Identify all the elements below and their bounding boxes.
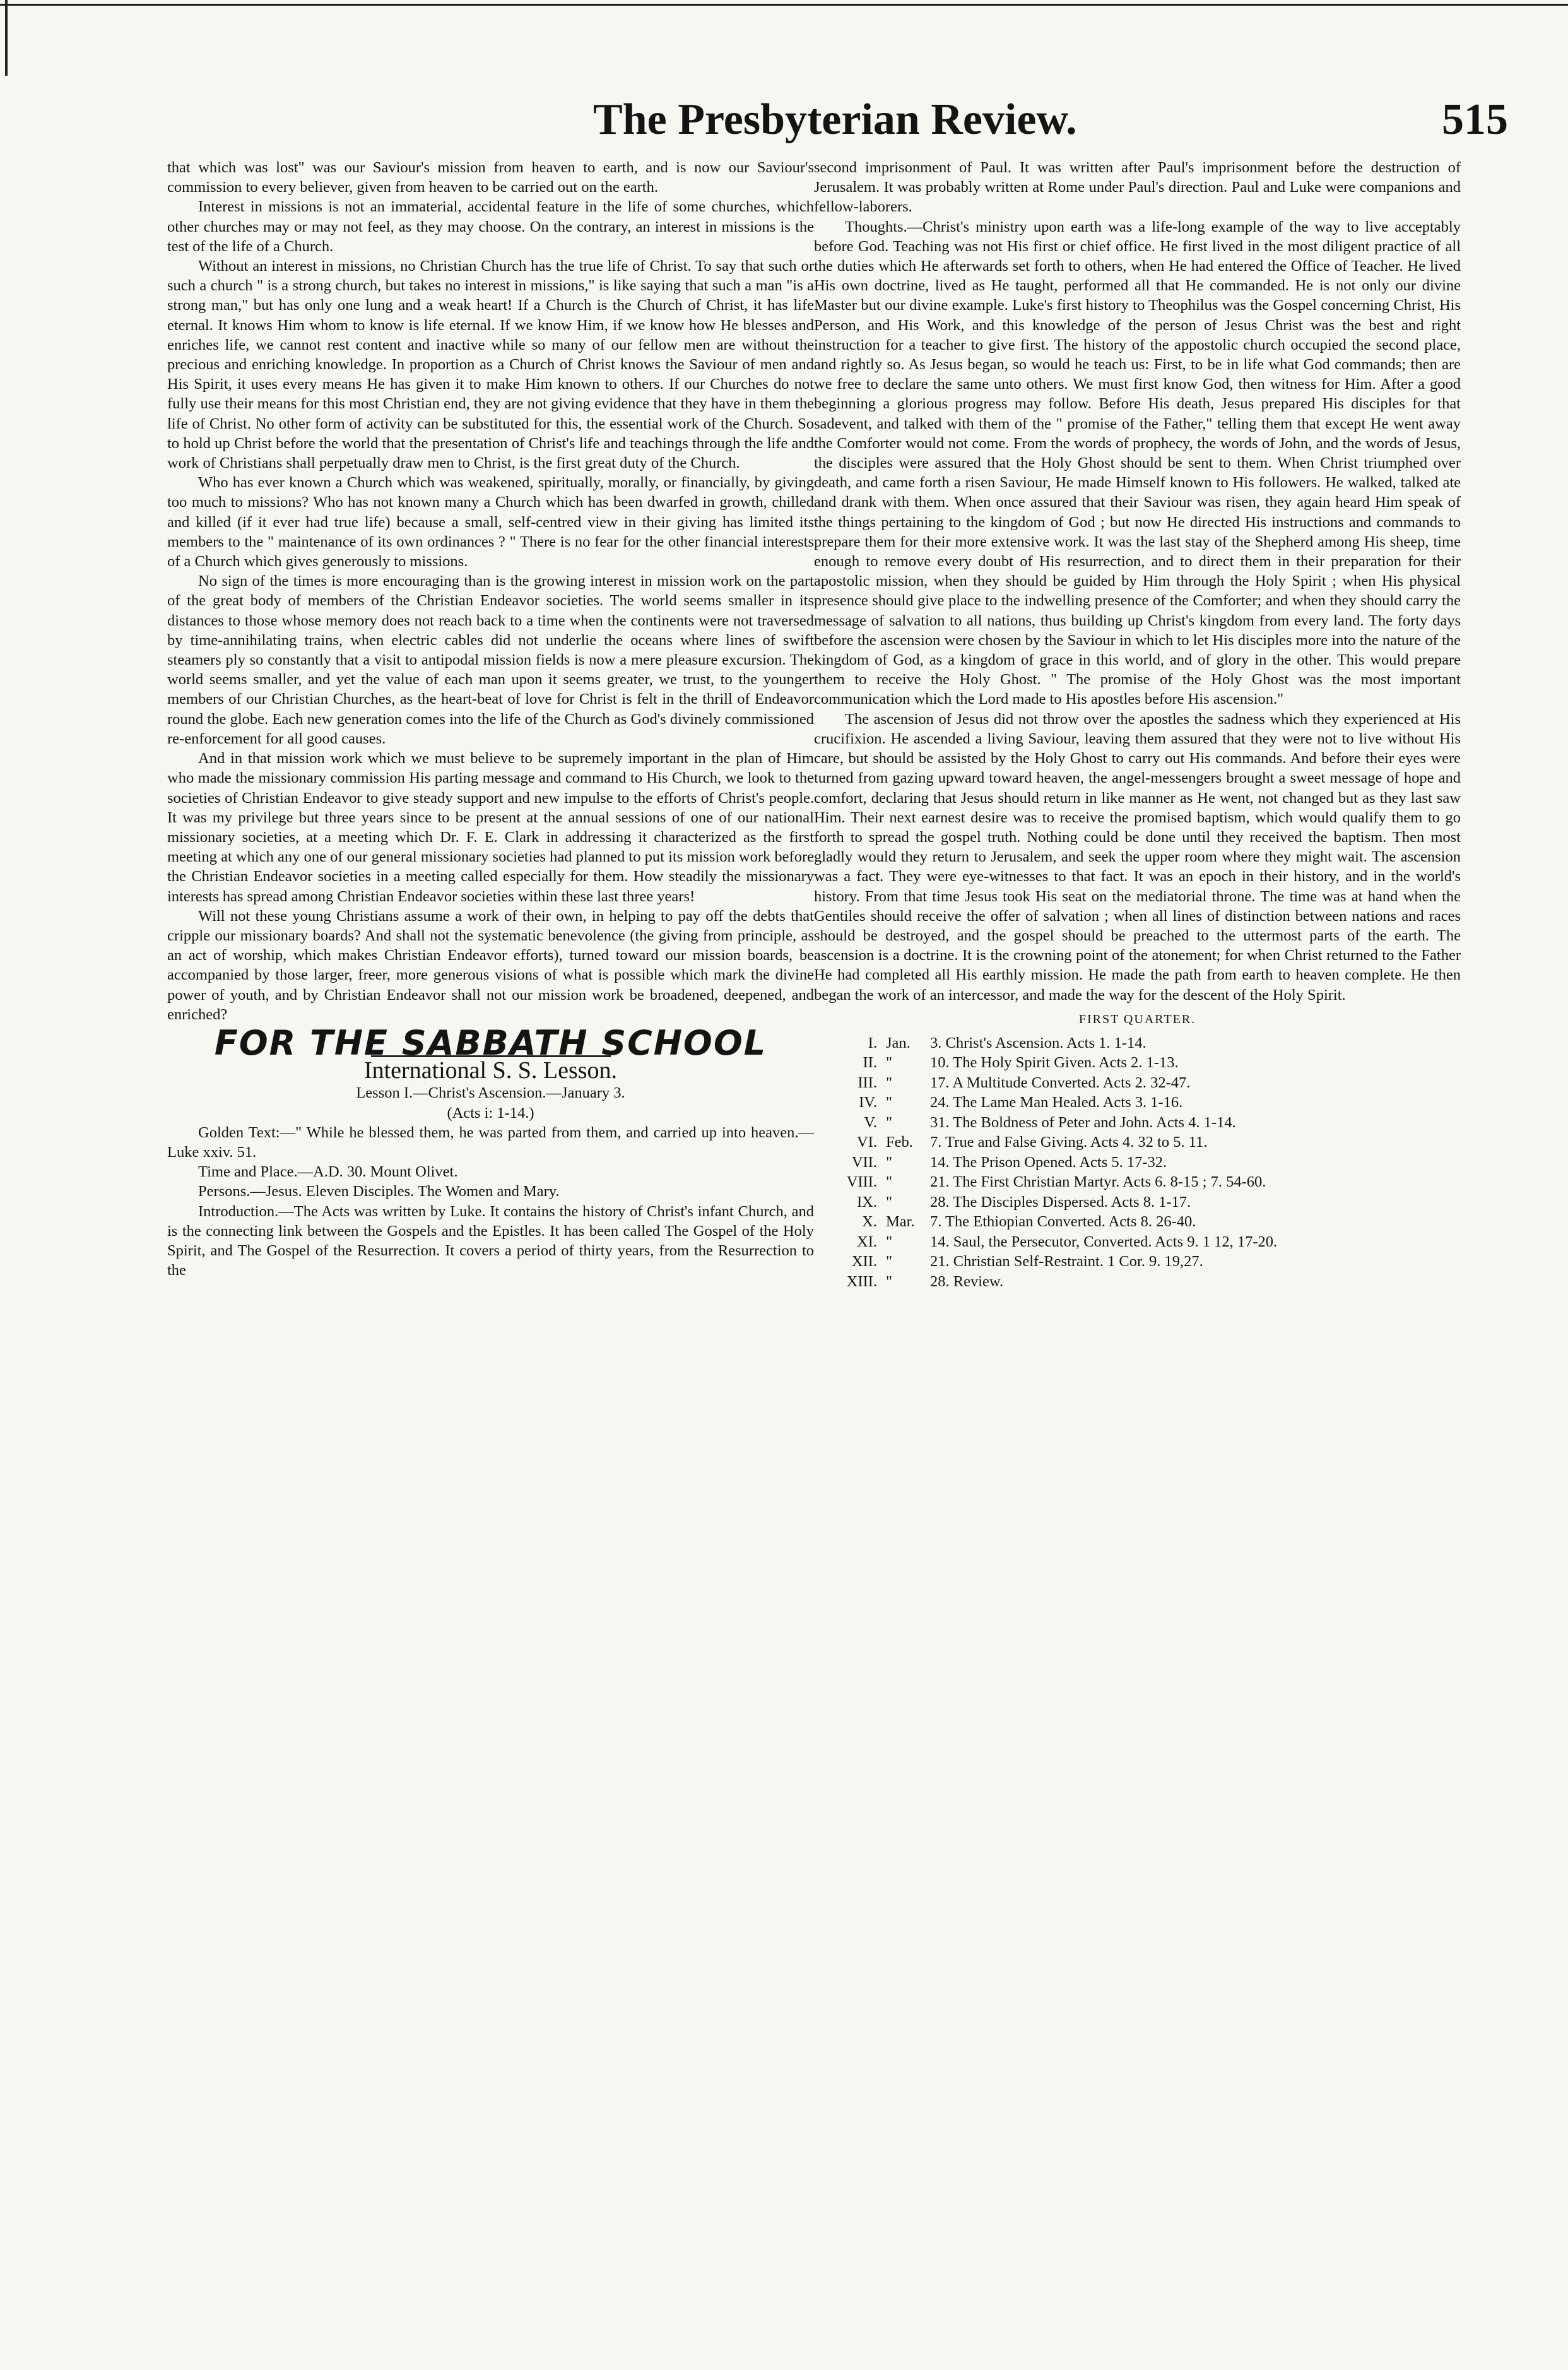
time-and-place: Time and Place.—A.D. 30. Mount Olivet. — [198, 1163, 458, 1181]
paragraph: The ascension of Jesus did not throw over the apostles the sadness which they experienced at His crucifixion. He ascended a living Saviour, leaving them assured that they were not to live without His care, but should be assisted by the Holy Ghost to carry out His commands. And before their eyes were turned from gazing upward toward heaven, the angel-messengers brought a sweet message of hope and comfort, declaring that Jesus should return in like manner as He went, not changed but as they last saw Him. Their next earnest desire was to receive the promised baptism, which would qualify them to go forth to spread the gospel truth. Nothing could be done until they received the baptism. Then most gladly would they return to Jerusalem, and seek the upper room where they might wait. The ascension was a fact. They were eye-witnesses to that fact. It was an epoch in their history, and in the world's history. From that time Jesus took His seat on the mediatorial throne. The time was at hand when the Gentiles should receive the offer of salvation ; when all lines of distinction between nations and races should be destroyed, and the gospel should be preached to the uttermost parts of the earth. The ascension is a doctrine. It is the crowning point of the atonement; for when Christ returned to the Father He had completed all His earthly mission. He made the path from earth to heaven complete. He then began the work of an intercessor, and made the way for the descent of the Holy Spirit. — [814, 710, 1461, 1004]
persons: Persons.—Jesus. Eleven Disciples. The Women and Mary. — [198, 1183, 560, 1200]
lesson-line: Lesson I.—Christ's Ascension.—January 3. — [356, 1084, 625, 1102]
paragraph: And in that mission work which we must believe to be supremely important in the plan of Him who made the missionary commission His parting message and command to His Church, we look to the societies of Christian Endeavor to give steady support and new impulse to the efforts of Christ's people. It was my privilege but three years since to be present at the annual sessions of one of our national missionary societies, at a meeting which Dr. F. E. Clark in addressing it characterized as the first meeting at which any one of our general missionary societies had planned to put its mission work before the Christian Endeavor societies in a meeting called especially for them. How steadily the missionary interests has spread among Christian Endeavor societies within these last three years! — [167, 750, 814, 905]
top-rule — [0, 4, 1568, 6]
binding-mark — [5, 0, 8, 76]
schedule-row: VII. " 14. The Prison Opened. Acts 5. 17-32. — [851, 1153, 1167, 1171]
schedule-heading: FIRST QUARTER. — [1078, 1012, 1196, 1026]
schedule-row: X. Mar. 7. The Ethiopian Converted. Acts 8. 26-40. — [862, 1213, 1196, 1231]
paragraph: second imprisonment of Paul. It was written after Paul's imprisonment before the destruction of Jerusalem. It was probably written at Rome under Paul's direction. Paul and Luke were companions and fellow-laborers. — [814, 159, 1461, 216]
page-header — [0, 95, 1568, 151]
paragraph: Who has ever known a Church which was weakened, spiritually, morally, or financially, by giving too much to missions? Who has not known many a Church which has been dwarfed in growth, chilled and killed (if it ever had true life) because a small, self-centred view in their giving has limited its members to the " maintenance of its own ordinances ? " There is no fear for the other financial interests of a Church which gives generously to missions. — [167, 474, 814, 571]
schedule-row: I. Jan. 3. Christ's Ascension. Acts 1. 1-14. — [868, 1034, 1147, 1052]
paragraph: Without an interest in missions, no Christian Church has the true life of Christ. To say that such or such a church " is a strong church, but takes no interest in missions," is like saying that such a man "is a strong man," but has only one lung and a weak heart! If a Church is the Church of Christ, it has life eternal. It knows Him whom to know is life eternal. If we know Him, if we know how He blesses and enriches life, we cannot rest content and inactive while so many of our fellow men are without the precious and enriching knowledge. In proportion as a Church of Christ knows the Saviour of men and His Spirit, it uses every means He has given it to make Him known to others. If our Churches do not fully use their means for this most Christian end, they are not giving evidence that they have in them the life of Christ. No other form of activity can be substituted for this, the essential work of the Church. So to hold up Christ before the world that the presentation of Christ's life and teachings through the life and work of Christians shall perpetually draw men to Christ, is the first great duty of the Church. — [167, 258, 814, 472]
paragraph: Interest in missions is not an immaterial, accidental feature in the life of some churches, which other churches may or may not feel, as they may choose. On the contrary, an interest in missions is the test of the life of a Church. — [167, 198, 814, 255]
schedule-row: XI. " 14. Saul, the Persecutor, Converted. Acts 9. 1 12, 17-20. — [857, 1233, 1278, 1250]
sabbath-school-heading: FOR THE SABBATH SCHOOL — [214, 1022, 767, 1063]
schedule-row: VIII. " 21. The First Christian Martyr. Acts 6. 8-15 ; 7. 54-60. — [846, 1173, 1266, 1191]
schedule-row: XIII. " 28. Review. — [846, 1272, 1004, 1290]
left-column — [167, 158, 814, 1280]
journal-title: The Presbyterian Review. — [593, 95, 1077, 144]
lesson-schedule — [814, 1033, 1461, 1292]
golden-text: Golden Text:—" While he blessed them, he was parted from them, and carried up into heaven.—Luke xxiv. 51. — [167, 1123, 814, 1161]
paragraph: No sign of the times is more encouraging than is the growing interest in mission work on the part of the great body of members of the Christian Endeavor societies. The world seems smaller in its distances to those whose memory does not reach back to a time when the continents were not traversed by time-annihilating trains, when electric cables did not underlie the oceans where lines of swift steamers ply so constantly that a visit to antipodal mission fields is now a mere pleasure excursion. The world seems smaller, and yet the value of each man upon it seems greater, we trust, to the younger members of our Christian Churches, as the heart-beat of love for Christ is felt in the thrill of Endeavor round the globe. Each new generation comes into the life of the Church as God's divinely commissioned re-enforcement for all good causes. — [167, 572, 814, 747]
schedule-row: III. " 17. A Multitude Converted. Acts 2. 32-47. — [858, 1074, 1191, 1091]
lesson-title: International S. S. Lesson. — [363, 1057, 618, 1084]
schedule-row: VI. Feb. 7. True and False Giving. Acts 4. 32 to 5. 11. — [857, 1134, 1208, 1151]
paragraph: Will not these young Christians assume a work of their own, in helping to pay off the debts that cripple our missionary boards? And shall not the systematic benevolence (the giving from principle, as an act of worship, which makes Christian Endeavor efforts), turned toward our mission boards, be accompanied by those larger, freer, more generous visions of what is possible which mark the divine power of youth, and by Christian Endeavor shall not our mission work be broadened, deepened, and enriched? — [167, 907, 814, 1023]
schedule-row: IX. " 28. The Disciples Dispersed. Acts 8. 1-17. — [857, 1193, 1191, 1211]
thoughts-paragraph: Thoughts.—Christ's ministry upon earth was a life-long example of the way to live acceptably before God. Teaching was not His first or chief office. He first lived in the most diligent practice of all the duties which He afterwards set forth to others, when He had entered the Office of Teacher. He lived His own doctrine, lived as He taught, performed all that He commanded. He is not only our divine Master but our divine example. Luke's first history to Theophilus was the Gospel concerning Christ, His Person, and His Work, and this knowledge of the person of Jesus Christ was the best and right instruction for a teacher to give first. The history of the appostolic church occupied the second place, and rightly so. As Jesus began, so would he teach us: First, to be in life what God commands; then are we free to declare the same unto others. We must first know God, then witness for Him. After a good beginning a glorious progress may follow. Before His death, Jesus prepared His disciples for that sadevent, and talked with them of the " promise of the Father," telling them that except He went away the Comforter would not come. From the words of prophecy, the words of John, and the words of Jesus, the disciples were assured that the Holy Ghost should be sent to them. When Christ triumphed over death, and came forth a risen Saviour, He made Himself known to His followers. He walked, talked ate and drank with them. When once assured that their Saviour was risen, they again heard Him speak of the things pertaining to the kingdom of God ; but now He directed His instructions and commands to prepare them for their more extensive work. It was the last stay of the Shepherd among His sheep, time enough to remove every doubt of His resurrection, and to direct them in their preparation for their apostolic mission, when they should be guided by Him through the Holy Spirit ; when His physical presence should give place to the indwelling presence of the Comforter; and when they should carry the message of salvation to all nations, thus building up Christ's kingdom from every land. The forty days before the ascension were chosen by the Saviour in which to let His disciples more into the nature of the kingdom of God, as a kingdom of grace in this world, and of glory in the other. This would prepare them to receive the Holy Ghost. " The promise of the Holy Ghost was the most important communication which the Lord made to His apostles before His ascension." — [814, 218, 1461, 708]
page-number: 515 — [1442, 95, 1508, 144]
right-column — [814, 158, 1461, 1291]
schedule-row: IV. " 24. The Lame Man Healed. Acts 3. 1-16. — [859, 1094, 1183, 1111]
acts-reference: (Acts i: 1-14.) — [447, 1104, 534, 1122]
introduction: Introduction.—The Acts was written by Luke. It contains the history of Christ's infant Church, and is the connecting link between the Gospels and the Epistles. It has been called The Gospel of the Holy Spirit, and The Gospel of the Resurrection. It covers a period of thirty years, from the Resurrection to the — [167, 1202, 814, 1279]
paragraph: that which was lost" was our Saviour's mission from heaven to earth, and is now our Saviour's commission to every believer, given from heaven to be carried out on the earth. — [167, 159, 814, 196]
schedule-row: II. " 10. The Holy Spirit Given. Acts 2. 1-13. — [863, 1054, 1179, 1072]
schedule-row: XII. " 21. Christian Self-Restraint. 1 Cor. 9. 19,27. — [851, 1253, 1203, 1271]
schedule-row: V. " 31. The Boldness of Peter and John. Acts 4. 1-14. — [864, 1113, 1236, 1131]
